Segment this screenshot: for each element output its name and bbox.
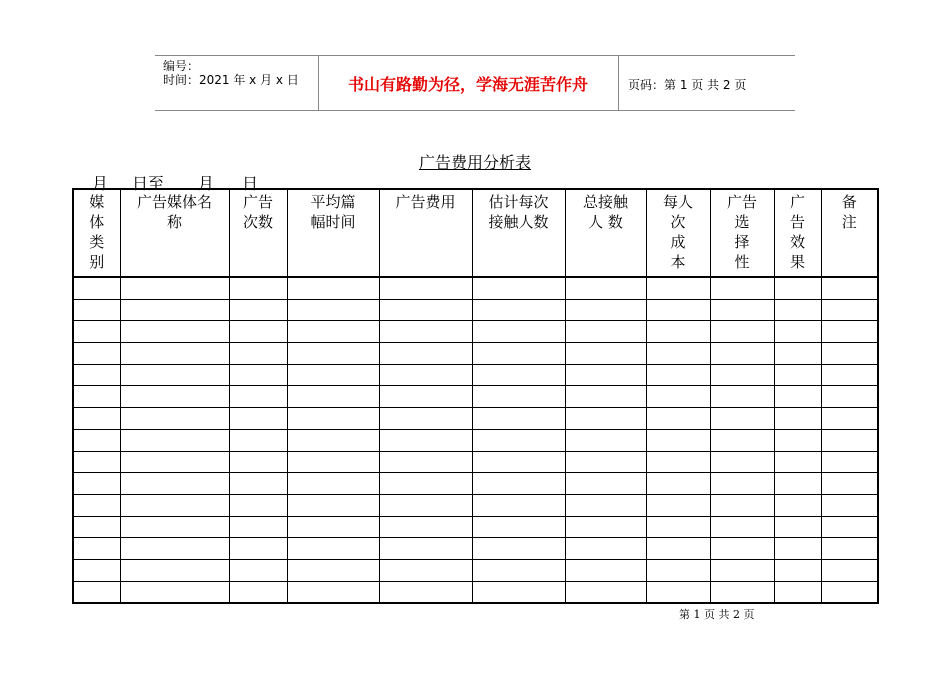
table-cell[interactable] [646,559,710,581]
table-cell[interactable] [710,451,774,473]
table-cell[interactable] [379,494,472,516]
table-cell[interactable] [379,538,472,560]
table-cell[interactable] [120,538,229,560]
table-cell[interactable] [379,343,472,365]
table-cell[interactable] [646,494,710,516]
table-cell[interactable] [287,451,379,473]
table-cell[interactable] [472,516,565,538]
table-cell[interactable] [821,321,878,343]
header-divider [618,56,619,110]
table-cell[interactable] [379,386,472,408]
table-cell[interactable] [73,429,120,451]
table-cell[interactable] [710,559,774,581]
table-cell[interactable] [120,386,229,408]
table-cell[interactable] [120,343,229,365]
table-cell[interactable] [472,429,565,451]
table-cell[interactable] [379,321,472,343]
table-cell[interactable] [229,473,287,495]
table-cell[interactable] [287,559,379,581]
table-cell[interactable] [73,473,120,495]
table-cell[interactable] [472,581,565,603]
table-cell[interactable] [821,451,878,473]
table-cell[interactable] [229,321,287,343]
table-cell[interactable] [120,473,229,495]
date-month-start: 月 [92,174,109,193]
table-cell[interactable] [120,451,229,473]
table-row [73,429,878,451]
date-day-end: 日 [242,174,259,193]
col-media-type: 媒 体 类 别 [73,189,120,277]
table-row [73,516,878,538]
table-cell[interactable] [774,494,821,516]
table-cell[interactable] [646,473,710,495]
table-cell[interactable] [472,277,565,299]
table-cell[interactable] [565,473,646,495]
table-cell[interactable] [774,581,821,603]
table-cell[interactable] [120,277,229,299]
table-cell[interactable] [472,408,565,430]
table-cell[interactable] [565,538,646,560]
table-cell[interactable] [646,516,710,538]
table-row [73,299,878,321]
table-cell[interactable] [229,494,287,516]
table-cell[interactable] [120,581,229,603]
col-remarks: 备 注 [821,189,878,277]
table-cell[interactable] [710,277,774,299]
table-cell[interactable] [565,299,646,321]
table-cell[interactable] [710,429,774,451]
table-cell[interactable] [710,321,774,343]
table-row [73,386,878,408]
table-row [73,494,878,516]
table-cell[interactable] [229,538,287,560]
col-cost-per-person: 每人 次 成 本 [646,189,710,277]
table-cell[interactable] [73,538,120,560]
table-cell[interactable] [710,408,774,430]
table-row [73,321,878,343]
time-label: 时间：2021 年 x 月 x 日 [163,73,299,87]
table-cell[interactable] [774,559,821,581]
table-cell[interactable] [229,343,287,365]
table-cell[interactable] [710,473,774,495]
table-cell[interactable] [120,559,229,581]
date-day-to: 日至 [132,174,165,193]
number-label: 编号： [163,59,200,73]
table-cell[interactable] [379,408,472,430]
table-cell[interactable] [565,408,646,430]
table-cell[interactable] [565,386,646,408]
table-cell[interactable] [774,299,821,321]
table-cell[interactable] [120,494,229,516]
table-cell[interactable] [774,429,821,451]
table-cell[interactable] [229,559,287,581]
table-cell[interactable] [565,277,646,299]
table-cell[interactable] [565,559,646,581]
header-page-info: 页码：第 1 页 共 2 页 [628,78,747,92]
table-cell[interactable] [565,494,646,516]
ad-cost-table [72,188,879,604]
header-motto: 书山有路勤为径，学海无涯苦作舟 [347,74,588,94]
table-row [73,473,878,495]
table-cell[interactable] [229,386,287,408]
table-cell[interactable] [287,538,379,560]
table-cell[interactable] [774,343,821,365]
table-cell[interactable] [710,386,774,408]
table-cell[interactable] [73,364,120,386]
table-cell[interactable] [287,581,379,603]
table-cell[interactable] [472,473,565,495]
table-row [73,451,878,473]
table-cell[interactable] [646,538,710,560]
table-cell[interactable] [821,364,878,386]
table-cell[interactable] [73,408,120,430]
table-body [73,277,878,603]
table-cell[interactable] [821,538,878,560]
table-cell[interactable] [565,429,646,451]
table-cell[interactable] [472,364,565,386]
date-month-end: 月 [198,174,215,193]
table-cell[interactable] [229,429,287,451]
table-row [73,538,878,560]
table-cell[interactable] [565,581,646,603]
table-cell[interactable] [710,516,774,538]
table-cell[interactable] [379,429,472,451]
table-cell[interactable] [821,277,878,299]
table-cell[interactable] [646,277,710,299]
table-cell[interactable] [73,321,120,343]
table-cell[interactable] [710,581,774,603]
col-est-reach: 估计每次 接触人数 [472,189,565,277]
table-cell[interactable] [379,364,472,386]
table-cell[interactable] [120,408,229,430]
table-cell[interactable] [287,364,379,386]
table-cell[interactable] [120,516,229,538]
table-cell[interactable] [472,299,565,321]
page-title: 广告费用分析表 [418,153,531,172]
table-row [73,364,878,386]
table-cell[interactable] [821,299,878,321]
table-cell[interactable] [120,299,229,321]
table-cell[interactable] [774,277,821,299]
table-cell[interactable] [120,364,229,386]
table-cell[interactable] [73,451,120,473]
table-row [73,408,878,430]
col-total-reach: 总接触 人 数 [565,189,646,277]
header-bottom-rule [155,110,795,111]
table-cell[interactable] [774,473,821,495]
col-selectivity: 广告 选 择 性 [710,189,774,277]
table-cell[interactable] [646,429,710,451]
table-cell[interactable] [821,516,878,538]
table-cell[interactable] [287,408,379,430]
table-cell[interactable] [821,473,878,495]
table-cell[interactable] [710,494,774,516]
table-cell[interactable] [821,581,878,603]
col-avg-length: 平均篇 幅时间 [287,189,379,277]
table-cell[interactable] [379,559,472,581]
col-media-name: 广告媒体名 称 [120,189,229,277]
table-cell[interactable] [287,429,379,451]
table-cell[interactable] [565,343,646,365]
table-row [73,343,878,365]
table-cell[interactable] [565,451,646,473]
table-cell[interactable] [73,277,120,299]
table-cell[interactable] [287,494,379,516]
table-cell[interactable] [646,451,710,473]
table-cell[interactable] [774,451,821,473]
table-cell[interactable] [229,364,287,386]
table-cell[interactable] [774,538,821,560]
table-cell[interactable] [646,386,710,408]
table-cell[interactable] [229,516,287,538]
table-cell[interactable] [472,451,565,473]
table-cell[interactable] [287,277,379,299]
table-cell[interactable] [472,321,565,343]
col-ad-cost: 广告费用 [379,189,472,277]
table-cell[interactable] [287,386,379,408]
table-cell[interactable] [821,429,878,451]
table-cell[interactable] [646,321,710,343]
table-cell[interactable] [73,299,120,321]
table-header-row [73,189,878,277]
table-cell[interactable] [73,516,120,538]
table-cell[interactable] [229,408,287,430]
table-cell[interactable] [646,581,710,603]
table-cell[interactable] [821,494,878,516]
table-cell[interactable] [73,559,120,581]
table-cell[interactable] [120,321,229,343]
table-cell[interactable] [774,408,821,430]
table-cell[interactable] [73,581,120,603]
table-cell[interactable] [774,321,821,343]
table-cell[interactable] [379,516,472,538]
table-cell[interactable] [472,386,565,408]
table-cell[interactable] [472,494,565,516]
table-cell[interactable] [774,386,821,408]
table-cell[interactable] [774,516,821,538]
table-cell[interactable] [774,364,821,386]
page-footer: 第 1 页 共 2 页 [679,608,755,621]
table-row [73,559,878,581]
table-cell[interactable] [379,299,472,321]
col-effect: 广 告 效 果 [774,189,821,277]
table-cell[interactable] [229,581,287,603]
table-cell[interactable] [379,451,472,473]
table-cell[interactable] [379,581,472,603]
table-cell[interactable] [287,299,379,321]
table-row [73,277,878,299]
table-cell[interactable] [565,516,646,538]
table-cell[interactable] [821,386,878,408]
table-cell[interactable] [821,343,878,365]
table-cell[interactable] [710,343,774,365]
table-cell[interactable] [472,343,565,365]
table-cell[interactable] [229,299,287,321]
table-cell[interactable] [229,451,287,473]
table-cell[interactable] [565,364,646,386]
table-cell[interactable] [710,364,774,386]
table-cell[interactable] [472,538,565,560]
col-ad-count: 广告 次数 [229,189,287,277]
table-cell[interactable] [646,343,710,365]
table-cell[interactable] [287,516,379,538]
table-cell[interactable] [379,473,472,495]
table-cell[interactable] [710,299,774,321]
table-cell[interactable] [229,277,287,299]
table-cell[interactable] [120,429,229,451]
table-cell[interactable] [821,559,878,581]
table-cell[interactable] [73,494,120,516]
table-cell[interactable] [73,343,120,365]
table-cell[interactable] [472,559,565,581]
table-row [73,581,878,603]
table-cell[interactable] [287,343,379,365]
table-cell[interactable] [821,408,878,430]
table-cell[interactable] [379,277,472,299]
table-cell[interactable] [646,364,710,386]
table-cell[interactable] [565,321,646,343]
table-cell[interactable] [287,321,379,343]
table-cell[interactable] [710,538,774,560]
table-cell[interactable] [73,386,120,408]
table-cell[interactable] [287,473,379,495]
table-cell[interactable] [646,408,710,430]
table-cell[interactable] [646,299,710,321]
